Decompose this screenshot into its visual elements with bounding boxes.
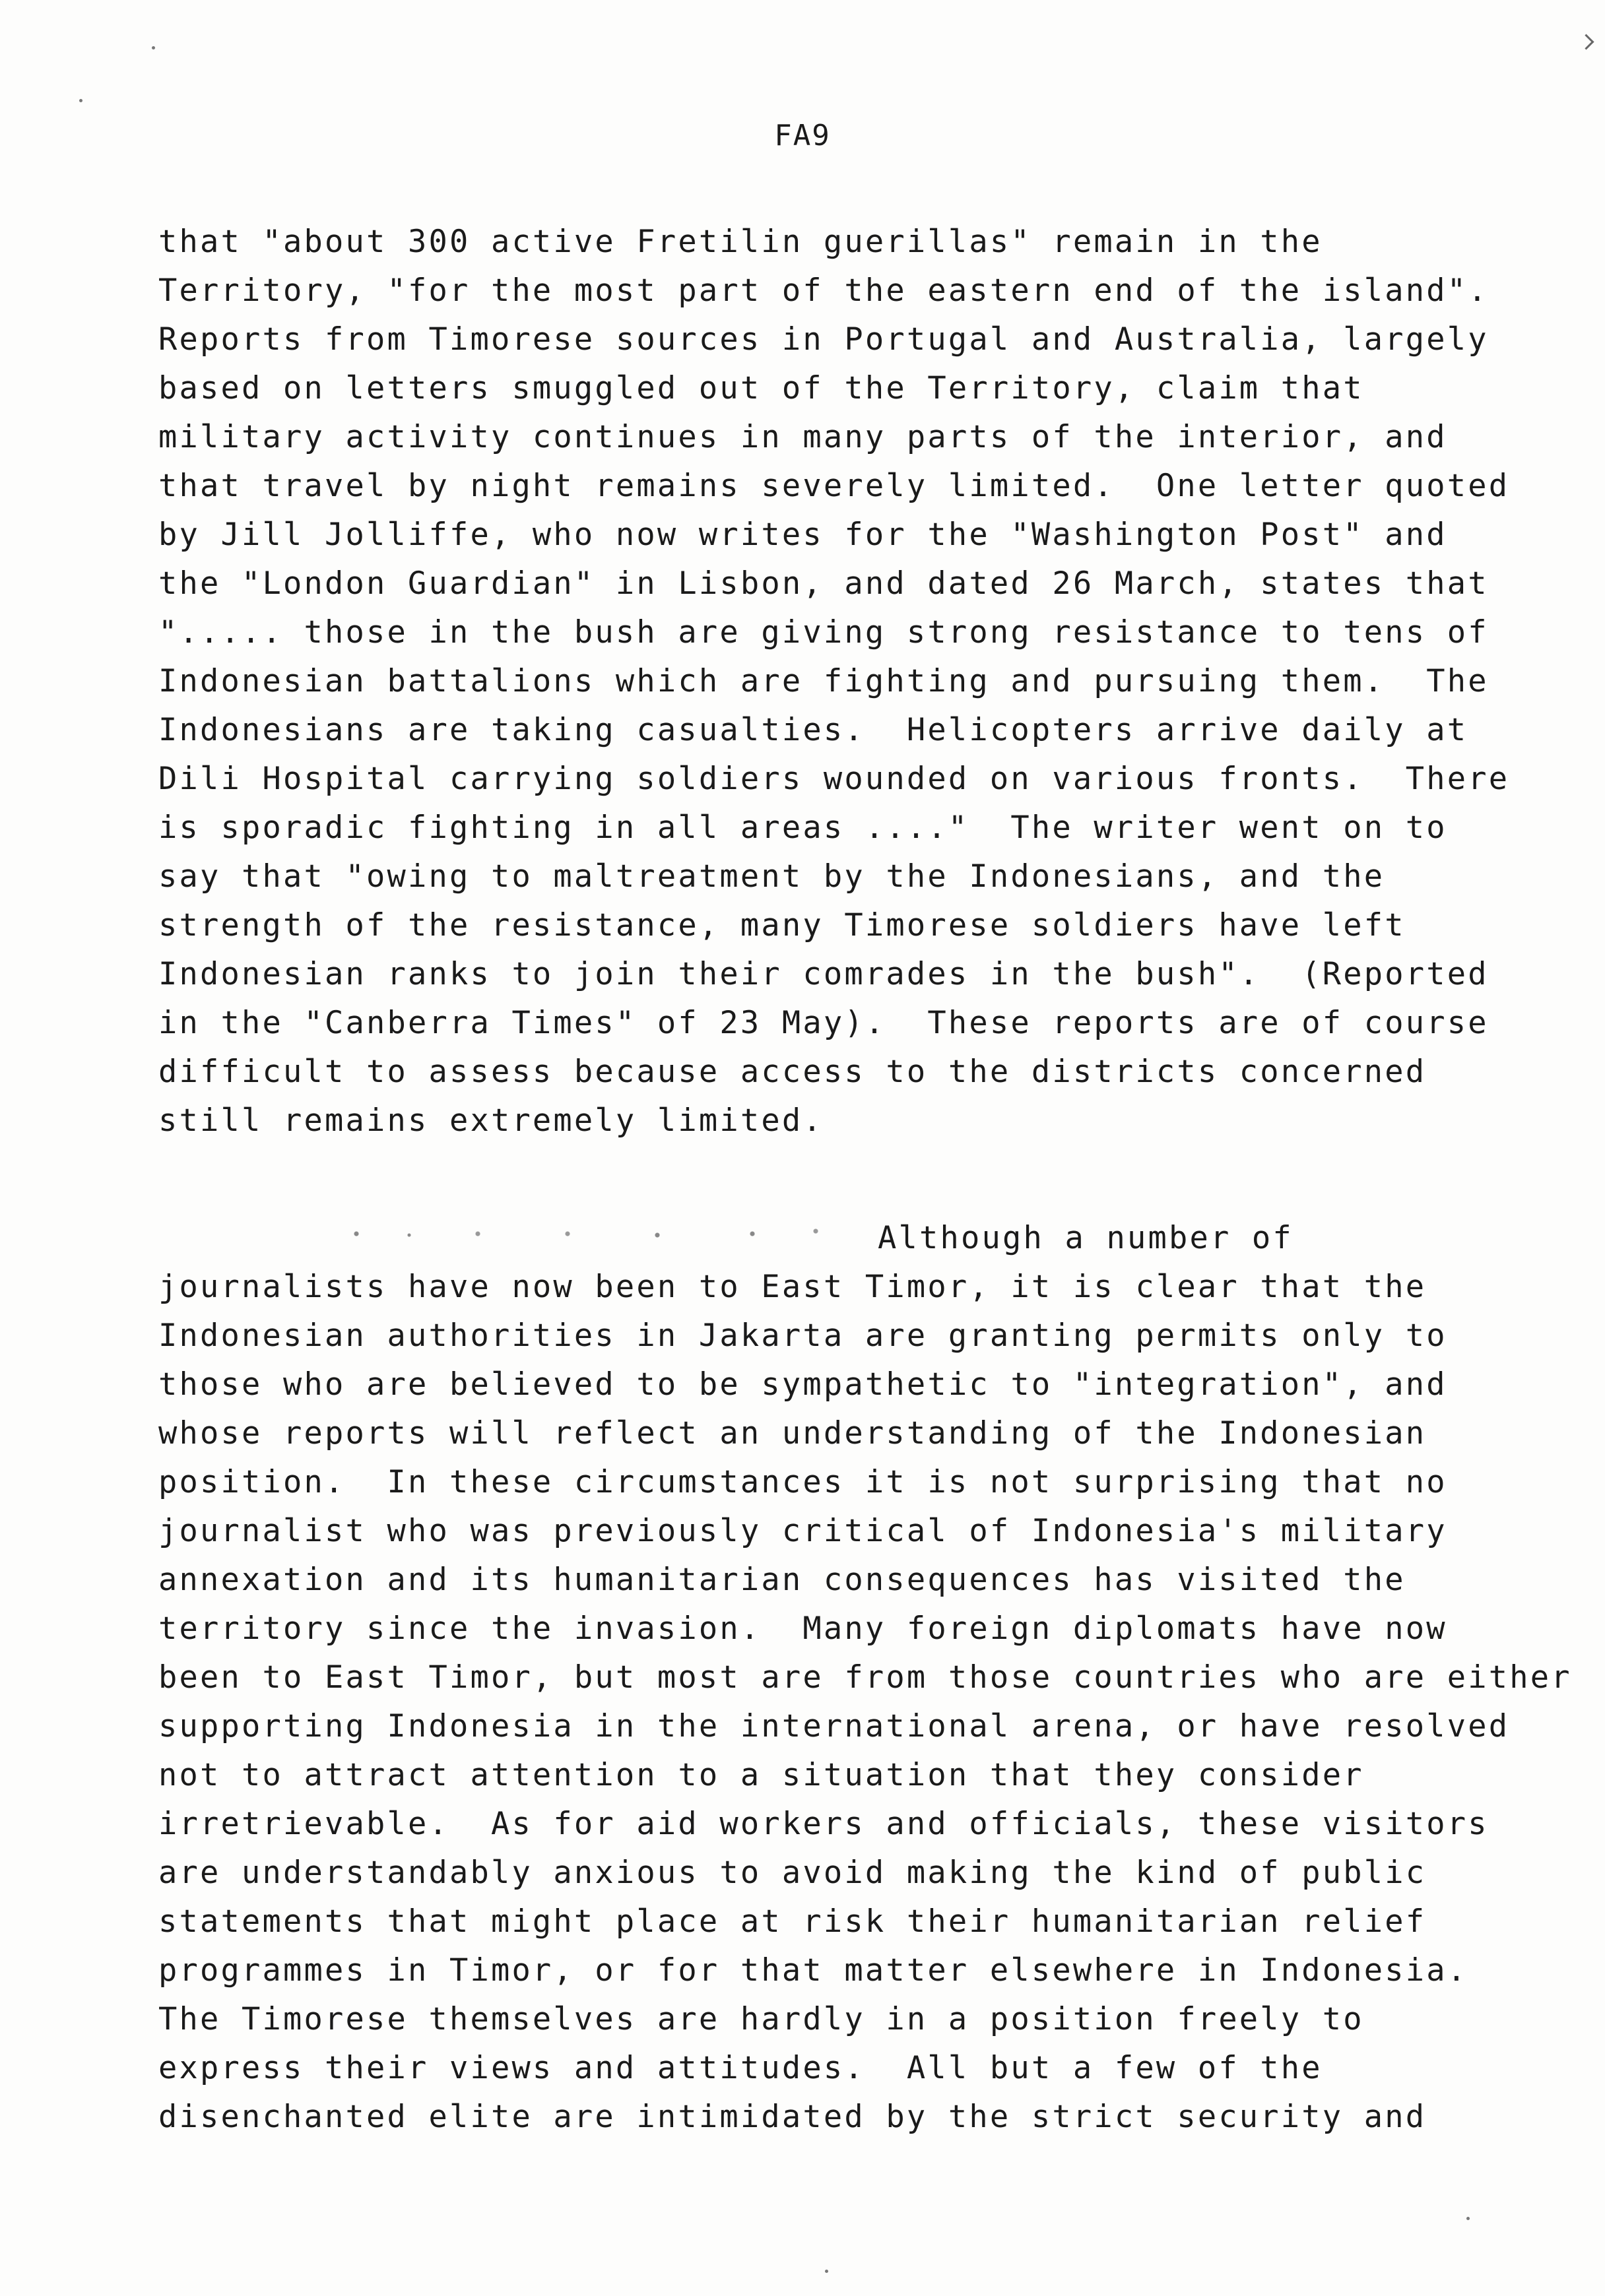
text-line: are understandably anxious to avoid making the kind of public — [158, 1855, 1427, 1891]
text-line: Indonesian battalions which are fighting and pursuing them. The — [158, 663, 1489, 699]
text-line: still remains extremely limited. — [158, 1102, 824, 1139]
text-line: is sporadic fighting in all areas ...." The writer went on to — [158, 810, 1447, 846]
text-line: in the "Canberra Times" of 23 May). These reports are of course — [158, 1005, 1489, 1041]
paragraph-1 — [158, 218, 1531, 1145]
text-line: Indonesians are taking casualties. Helicopters arrive daily at — [158, 712, 1468, 748]
page-number: FA9 — [774, 119, 831, 152]
text-line: position. In these circumstances it is not surprising that no — [158, 1464, 1447, 1500]
text-line: based on letters smuggled out of the Territory, claim that — [158, 370, 1364, 406]
text-line: the "London Guardian" in Lisbon, and dated 26 March, states that — [158, 565, 1489, 602]
scan-speck — [79, 99, 82, 102]
text-line: Although a number of — [878, 1220, 1294, 1256]
text-line: whose reports will reflect an understanding of the Indonesian — [158, 1415, 1427, 1451]
text-line: strength of the resistance, many Timorese soldiers have left — [158, 907, 1406, 943]
text-line: express their views and attitudes. All but a few of the — [158, 2050, 1323, 2086]
text-line: Reports from Timorese sources in Portugal and Australia, largely — [158, 321, 1489, 358]
text-line: disenchanted elite are intimidated by the strict security and — [158, 2099, 1427, 2135]
text-line: military activity continues in many parts of the interior, and — [158, 419, 1447, 455]
text-line: supporting Indonesia in the international arena, or have resolved — [158, 1708, 1510, 1744]
text-line: territory since the invasion. Many foreign diplomats have now — [158, 1610, 1447, 1647]
text-line: difficult to assess because access to the districts concerned — [158, 1054, 1427, 1090]
text-line: Indonesian authorities in Jakarta are granting permits only to — [158, 1318, 1447, 1354]
paragraph-2 — [158, 1214, 1572, 2142]
text-line: been to East Timor, but most are from those countries who are either — [158, 1659, 1572, 1696]
text-line: "..... those in the bush are giving strong resistance to tens of — [158, 614, 1489, 651]
pen-mark — [1578, 34, 1594, 49]
text-line: annexation and its humanitarian consequences has visited the — [158, 1562, 1406, 1598]
text-line: Territory, "for the most part of the eastern end of the island". — [158, 272, 1489, 309]
text-line: The Timorese themselves are hardly in a position freely to — [158, 2001, 1364, 2037]
text-line: Dili Hospital carrying soldiers wounded on various fronts. There — [158, 761, 1510, 797]
text-line: that travel by night remains severely limited. One letter quoted — [158, 468, 1510, 504]
text-line: say that "owing to maltreatment by the Indonesians, and the — [158, 858, 1385, 895]
text-line: journalists have now been to East Timor, it is clear that the — [158, 1269, 1427, 1305]
text-line: journalist who was previously critical of Indonesia's military — [158, 1513, 1447, 1549]
scan-speck — [152, 46, 155, 49]
text-line: by Jill Jolliffe, who now writes for the "Washington Post" and — [158, 517, 1447, 553]
text-line: that "about 300 active Fretilin guerillas" remain in the — [158, 224, 1323, 260]
scan-speck — [825, 2270, 828, 2273]
text-line: statements that might place at risk their humanitarian relief — [158, 1903, 1427, 1940]
scan-speck — [1466, 2217, 1470, 2220]
text-line: not to attract attention to a situation that they consider — [158, 1757, 1364, 1793]
text-line: those who are believed to be sympathetic to "integration", and — [158, 1366, 1447, 1403]
text-line: programmes in Timor, or for that matter elsewhere in Indonesia. — [158, 1952, 1468, 1989]
text-line: Indonesian ranks to join their comrades in the bush". (Reported — [158, 956, 1489, 992]
text-line: irretrievable. As for aid workers and officials, these visitors — [158, 1806, 1489, 1842]
